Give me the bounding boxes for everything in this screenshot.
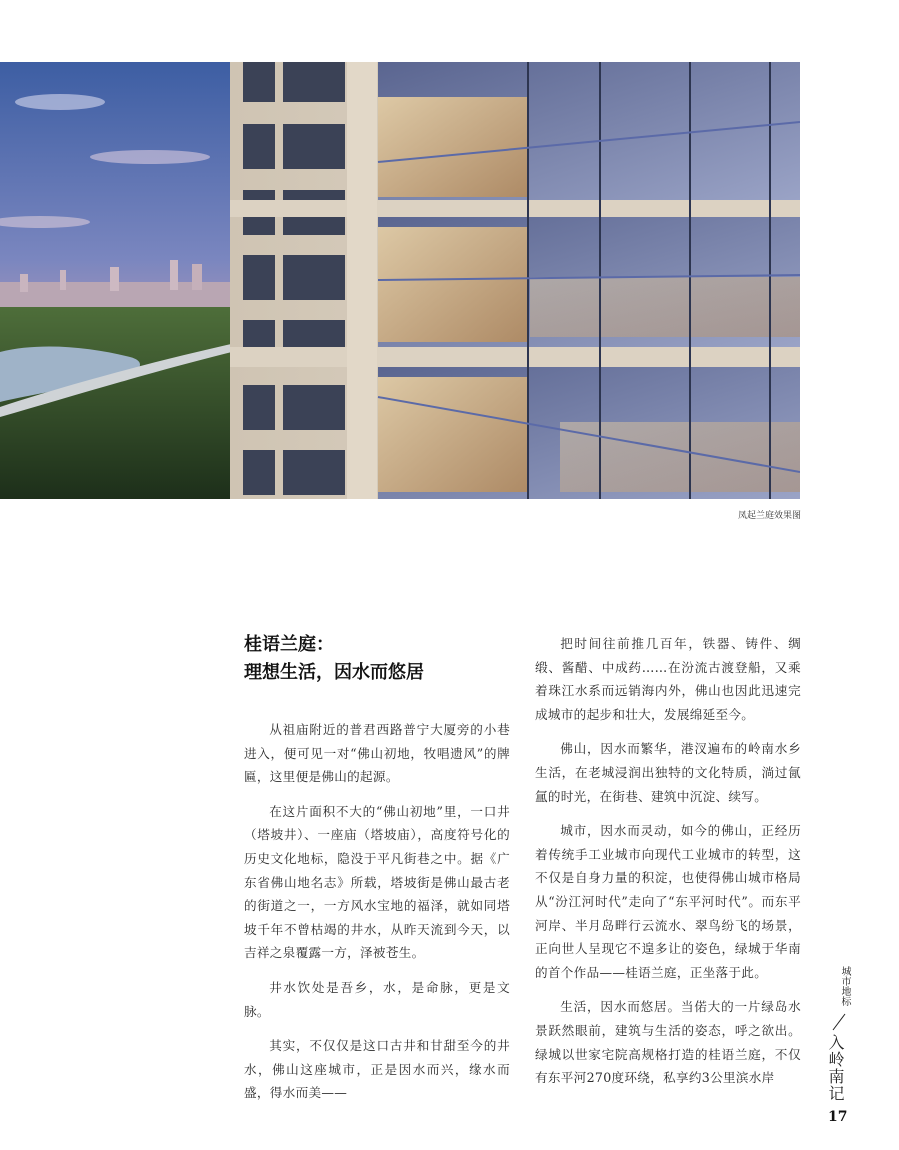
article-heading xyxy=(244,631,534,687)
heading-line-2: 理想生活，因水而悠居 xyxy=(244,662,424,683)
building-rendering-illustration xyxy=(0,62,800,499)
paragraph: 其实，不仅仅是这口古井和甘甜至今的井水，佛山这座城市，正是因水而兴，缘水而盛，得水而美—— xyxy=(244,1038,510,1101)
page-number: 17 xyxy=(828,1109,848,1125)
paragraph: 城市，因水而灵动，如今的佛山，正经历着传统手工业城市向现代工业城市的转型，这不仅是自身力量的积淀，也使得佛山城市格局从“汾江河时代”走向了“东平河时代”。而东平河岸、半月岛畔行云流水、翠鸟纷飞的场景，正向世人呈现它不遑多让的姿色，绿城于华南的首个作品——桂语兰庭，正坐落于此。 xyxy=(535,823,801,980)
hero-rendering-image xyxy=(0,62,800,499)
paragraph: 生活，因水而悠居。当偌大的一片绿岛水景跃然眼前，建筑与生活的姿态，呼之欲出。绿城以世家宅院高规格打造的桂语兰庭，不仅有东平河270度环绕，私享约3公里滨水岸 xyxy=(535,999,801,1086)
left-text-column xyxy=(244,718,510,1116)
right-text-column xyxy=(535,632,801,1101)
section-label: 城市地标 xyxy=(839,966,850,1006)
divider-slash xyxy=(829,1012,849,1032)
paragraph: 把时间往前推几百年，铁器、铸件、绸缎、酱醋、中成药……在汾流古渡登船，又乘着珠江水系而远销海内外，佛山也因此迅速完成城市的起步和壮大，发展绵延至今。 xyxy=(535,636,801,722)
paragraph: 在这片面积不大的“佛山初地”里，一口井（塔坡井）、一座庙（塔坡庙），高度符号化的历史文化地标，隐没于平凡街巷之中。据《广东省佛山地名志》所载，塔坡街是佛山最古老的街道之一，一方风水宝地的福泽，就如同塔坡千年不曾枯竭的井水，从昨天流到今天，以吉祥之泉覆露一方，泽被苍生。 xyxy=(244,803,510,961)
image-caption: 凤起兰庭效果图 xyxy=(737,511,801,521)
paragraph: 佛山，因水而繁华，港汊遍布的岭南水乡生活，在老城浸润出独特的文化特质，淌过氤氲的时光，在街巷、建筑中沉淀、续写。 xyxy=(535,741,801,804)
heading-line-1: 桂语兰庭： xyxy=(244,634,334,655)
section-title: 入岭南记 xyxy=(826,1034,845,1102)
paragraph: 从祖庙附近的普君西路普宁大厦旁的小巷进入，便可见一对“佛山初地，牧唱遗风”的牌匾，这里便是佛山的起源。 xyxy=(244,722,510,785)
paragraph: 井水饮处是吾乡，水，是命脉，更是文脉。 xyxy=(244,979,510,1019)
